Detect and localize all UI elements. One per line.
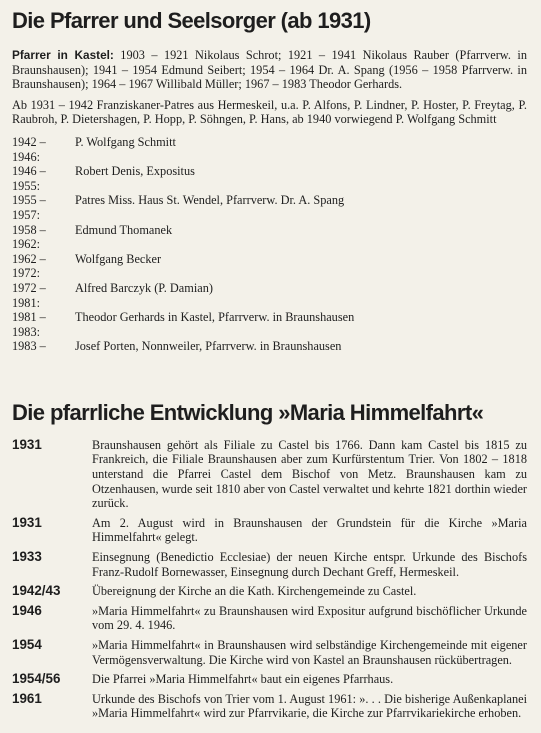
chronology-entry [12,604,527,633]
entry-text: Übereignung der Kirche an die Kath. Kirchengemeinde zu Castel. [92,584,417,599]
list-item-name: Wolfgang Becker [75,251,162,266]
list-item-years: 1946 – 1955: [12,164,46,193]
list-item-name: Patres Miss. Haus St. Wendel, Pfarrverw. Dr. A. Spang [75,193,345,208]
list-item [12,252,527,281]
chronology-entry [12,672,527,687]
list-item [12,164,527,193]
chronology-list [12,438,527,721]
list-item-years: 1972 – 1981: [12,280,46,310]
list-item-name: Robert Denis, Expositus [75,164,195,179]
list-item-years: 1958 – 1962: [12,222,46,252]
entry-year: 1942/43 [12,583,61,599]
entry-year: 1954 [12,637,42,652]
list-item-years: 1981 – 1983: [12,310,46,339]
entry-text: Braunshausen gehört als Filiale zu Castel bis 1766. Dann kam Castel bis 1815 zu Frankreich, die Filiale Braunshausen aber zum Kurfürstentum Trier. Von 1802 – 1818 unterstand die Pfarrei Castel dem Bischof von Metz. Braunshausen kam zu Otzenhausen, wurde seit 1810 aber von Castel verwaltet und kehrte 1821 dorthin wieder zurück. [92,437,527,511]
chronology-entry [12,550,527,579]
paragraph-lead: Pfarrer in Kastel: [12,48,114,62]
list-item [12,193,527,222]
entry-text: »Maria Himmelfahrt« zu Braunshausen wird Expositur aufgrund bischöflicher Urkunde vom 29. 4. 1946. [92,603,527,633]
entry-text: »Maria Himmelfahrt« in Braunshausen wird selbständige Kirchengemeinde mit eigener Vermögensverwaltung. Die Kirche wird von Kastel an Braunshausen rückübertragen. [92,638,527,667]
entry-year: 1954/56 [12,671,61,687]
entry-year: 1933 [12,549,42,565]
entry-year: 1946 [12,602,42,618]
entry-text: Urkunde des Bischofs von Trier vom 1. August 1961: ». . . Die bisherige Außenkaplanei »Maria Himmelfahrt« wird zur Pfarrvikarie, die Kirche zur Pfarrvikariekirche erhoben. [92,691,527,721]
entry-year: 1931 [12,436,42,452]
list-item [12,135,527,164]
list-item-name: P. Wolfgang Schmitt [75,134,176,149]
paragraph-text: 1903 – 1921 Nikolaus Schrot; 1921 – 1941 Nikolaus Rauber (Pfarrverw. in Braunshausen); 1941 – 1954 Edmund Seibert; 1954 – 1964 Dr. A. Spang (1956 – 1958 Pfarrverw. in Braunshausen); 1964 – 1967 Willibald Müller; 1967 – 1983 Theodor Gerhards. [12,48,527,92]
entry-year: 1931 [12,514,42,530]
list-item-years: 1942 – 1946: [12,134,46,164]
list-item-name: Josef Porten, Nonnweiler, Pfarrverw. in Braunshausen [75,339,342,354]
list-item [12,339,527,354]
paragraph-pfarrer-kastel [12,48,527,92]
chronology-entry [12,692,527,721]
entry-year: 1961 [12,690,42,706]
chronology-entry [12,638,527,667]
list-item-name: Alfred Barczyk (P. Damian) [75,280,213,295]
list-item-years: 1955 – 1957: [12,193,46,222]
list-item [12,310,527,339]
section-title-pfarrer: Die Pfarrer und Seelsorger (ab 1931) [12,8,371,33]
entry-text: Am 2. August wird in Braunshausen der Grundstein für die Kirche »Maria Himmelfahrt« gelegt. [92,515,527,545]
list-item-years: 1983 – [12,339,46,354]
list-item-name: Edmund Thomanek [75,222,173,237]
chronology-entry [12,516,527,545]
paragraph-franziskaner: Ab 1931 – 1942 Franziskaner-Patres aus Hermeskeil, u.a. P. Alfons, P. Lindner, P. Hoster, P. Freytag, P. Raubroh, P. Dietershagen, P. Hopp, P. Söhngen, P. Hans, ab 1940 vorwiegend P. Wolfgang Schmitt [12,97,527,127]
list-item [12,223,527,252]
pastor-list [12,135,527,354]
entry-text: Einsegnung (Benedictio Ecclesiae) der neuen Kirche entspr. Urkunde des Bischofs Franz-Rudolf Bornewasser, Einsegnung durch Dechant Greff, Hermeskeil. [92,550,527,579]
entry-text: Die Pfarrei »Maria Himmelfahrt« baut ein eigenes Pfarrhaus. [92,672,394,687]
list-item-years: 1962 – 1972: [12,251,46,281]
chronology-entry [12,584,527,599]
list-item-name: Theodor Gerhards in Kastel, Pfarrverw. in Braunshausen [75,310,355,325]
chronology-entry [12,438,527,511]
section-title-entwicklung: Die pfarrliche Entwicklung »Maria Himmelfahrt« [12,399,484,425]
list-item [12,281,527,310]
